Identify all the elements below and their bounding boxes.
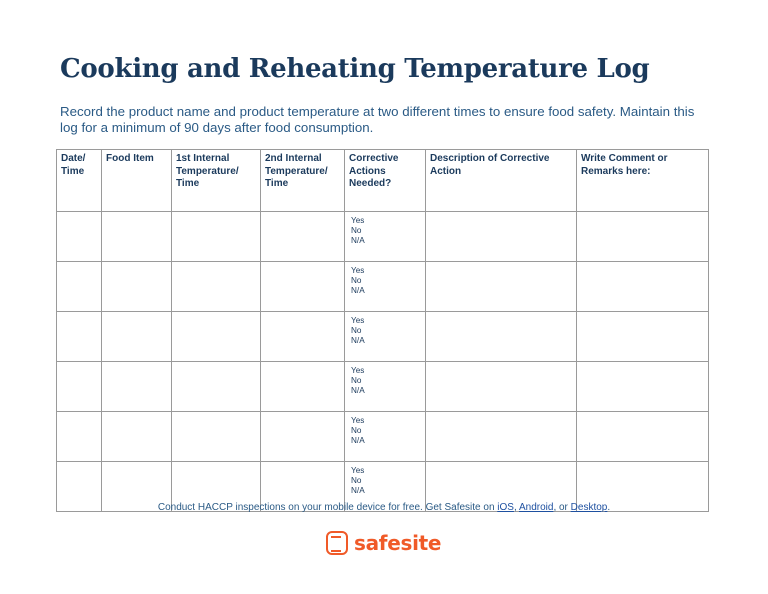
corrective-option: N/A [351, 486, 365, 495]
footer-text: Conduct HACCP inspections on your mobile device for free. Get Safesite on [157, 502, 498, 513]
cell-comments[interactable] [577, 412, 709, 462]
table-row [57, 312, 709, 362]
cell-comments[interactable] [577, 362, 709, 412]
cell-description[interactable] [426, 362, 577, 412]
android-link[interactable]: Android [518, 502, 554, 513]
corrective-option: No [351, 426, 362, 435]
footer-period: . [607, 502, 611, 513]
corrective-option: N/A [351, 386, 365, 395]
ios-link[interactable]: iOS [497, 502, 514, 513]
header-comments: Write Comment or Remarks here: [577, 150, 709, 212]
corrective-option: No [351, 476, 362, 485]
cell-date-time[interactable] [57, 212, 102, 262]
cell-first-temperature[interactable] [172, 412, 261, 462]
corrective-option: No [351, 326, 362, 335]
cell-date-time[interactable] [57, 362, 102, 412]
footer-separator: , [513, 502, 519, 513]
cell-second-temperature[interactable] [261, 412, 345, 462]
temperature-log-table [56, 149, 709, 512]
cell-food-item[interactable] [102, 362, 172, 412]
header-food-item: Food Item [102, 150, 172, 212]
cell-food-item[interactable] [102, 212, 172, 262]
corrective-option: No [351, 226, 362, 235]
corrective-option: N/A [351, 436, 365, 445]
cell-description[interactable] [426, 412, 577, 462]
cell-second-temperature[interactable] [261, 212, 345, 262]
cell-comments[interactable] [577, 212, 709, 262]
safesite-logo-text: safesite [354, 531, 442, 555]
table-header-row [57, 150, 709, 212]
header-second-temperature: 2nd Internal Temperature/ Time [261, 150, 345, 212]
cell-second-temperature[interactable] [261, 362, 345, 412]
header-corrective-actions: Corrective Actions Needed? [345, 150, 426, 212]
table-row [57, 262, 709, 312]
cell-first-temperature[interactable] [172, 312, 261, 362]
corrective-option: No [351, 276, 362, 285]
footer-separator: , or [553, 502, 571, 513]
safesite-logo-icon [326, 531, 348, 555]
corrective-option: Yes [351, 266, 365, 275]
cell-second-temperature[interactable] [261, 262, 345, 312]
cell-date-time[interactable] [57, 412, 102, 462]
cell-comments[interactable] [577, 312, 709, 362]
cell-first-temperature[interactable] [172, 362, 261, 412]
cell-date-time[interactable] [57, 262, 102, 312]
cell-date-time[interactable] [57, 312, 102, 362]
cell-corrective-actions[interactable] [345, 262, 426, 312]
cell-description[interactable] [426, 212, 577, 262]
desktop-link[interactable]: Desktop [570, 502, 608, 513]
corrective-option: No [351, 376, 362, 385]
cell-comments[interactable] [577, 262, 709, 312]
corrective-option: Yes [351, 216, 365, 225]
header-first-temperature: 1st Internal Temperature/ Time [172, 150, 261, 212]
cell-description[interactable] [426, 312, 577, 362]
cell-corrective-actions[interactable] [345, 412, 426, 462]
cell-corrective-actions[interactable] [345, 212, 426, 262]
corrective-option: N/A [351, 286, 365, 295]
header-date-time: Date/ Time [57, 150, 102, 212]
corrective-option: N/A [351, 336, 365, 345]
cell-first-temperature[interactable] [172, 262, 261, 312]
footer-note [0, 502, 768, 513]
cell-food-item[interactable] [102, 262, 172, 312]
cell-description[interactable] [426, 262, 577, 312]
corrective-option: Yes [351, 416, 365, 425]
page-title: Cooking and Reheating Temperature Log [60, 54, 650, 84]
cell-second-temperature[interactable] [261, 312, 345, 362]
corrective-option: N/A [351, 236, 365, 245]
page-instructions: Record the product name and product temperature at two different times to ensure food safety. Maintain this log for a minimum of 90 days after food consumption. [60, 104, 695, 135]
cell-corrective-actions[interactable] [345, 312, 426, 362]
corrective-option: Yes [351, 316, 365, 325]
table-row [57, 212, 709, 262]
safesite-logo [326, 528, 441, 558]
header-description: Description of Corrective Action [426, 150, 577, 212]
cell-food-item[interactable] [102, 312, 172, 362]
table-row [57, 362, 709, 412]
cell-first-temperature[interactable] [172, 212, 261, 262]
corrective-option: Yes [351, 366, 365, 375]
cell-food-item[interactable] [102, 412, 172, 462]
cell-corrective-actions[interactable] [345, 362, 426, 412]
table-row [57, 412, 709, 462]
corrective-option: Yes [351, 466, 365, 475]
